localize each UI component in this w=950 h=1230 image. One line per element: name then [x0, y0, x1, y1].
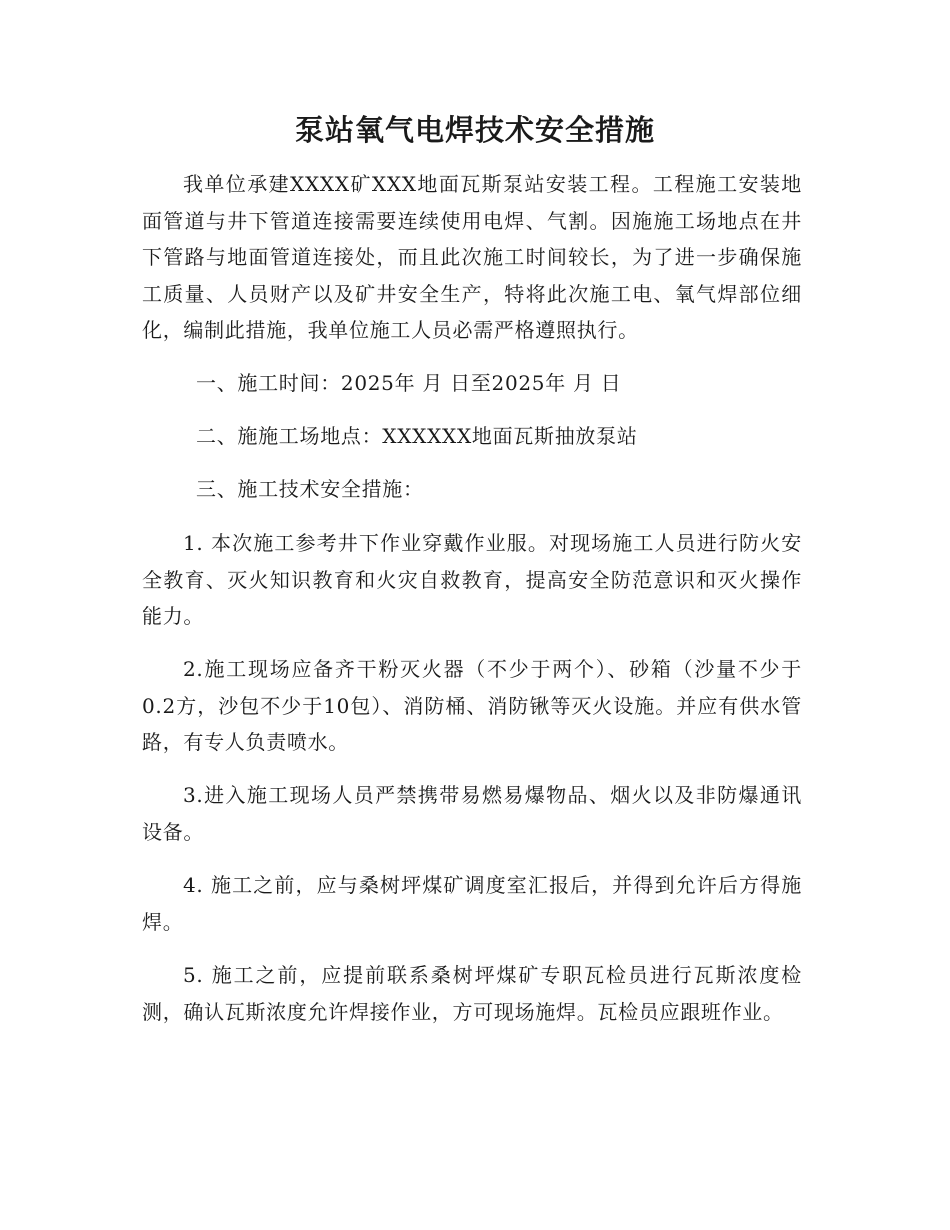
measure-item-4: 4. 施工之前，应与桑树坪煤矿调度室汇报后，并得到允许后方得施焊。 [142, 873, 802, 934]
intro-paragraph: 我单位承建XXXX矿XXX地面瓦斯泵站安装工程。工程施工安装地面管道与井下管道连接需要连续使用电焊、气割。因施施工场地点在井下管路与地面管道连接处，而且此次施工时间较长，为了进一步确保施工质量、人员财产以及矿井安全生产，特将此次施工电、氧气焊部位细化，编制此措施，我单位施工人员必需严格遵照执行。 [142, 172, 802, 342]
measure-item-1: 1. 本次施工参考井下作业穿戴作业服。对现场施工人员进行防火安全教育、灭火知识教育和火灾自救教育，提高安全防范意识和灭火操作能力。 [142, 531, 802, 628]
section-safety-measures-heading: 三、施工技术安全措施： [196, 477, 424, 501]
document-title: 泵站氧气电焊技术安全措施 [294, 113, 655, 147]
section-construction-time: 一、施工时间：2025年 月 日至2025年 月 日 [196, 371, 622, 395]
section-construction-site: 二、施施工场地点：XXXXXX地面瓦斯抽放泵站 [196, 424, 638, 448]
measure-item-3: 3.进入施工现场人员严禁携带易燃易爆物品、烟火以及非防爆通讯设备。 [142, 783, 802, 844]
measure-item-2: 2.施工现场应备齐干粉灭火器（不少于两个）、砂箱（沙量不少于0.2方，沙包不少于10包）、消防桶、消防锹等灭火设施。并应有供水管路，有专人负责喷水。 [142, 657, 802, 754]
measure-item-5: 5. 施工之前，应提前联系桑树坪煤矿专职瓦检员进行瓦斯浓度检测，确认瓦斯浓度允许焊接作业，方可现场施焊。瓦检员应跟班作业。 [142, 963, 802, 1024]
